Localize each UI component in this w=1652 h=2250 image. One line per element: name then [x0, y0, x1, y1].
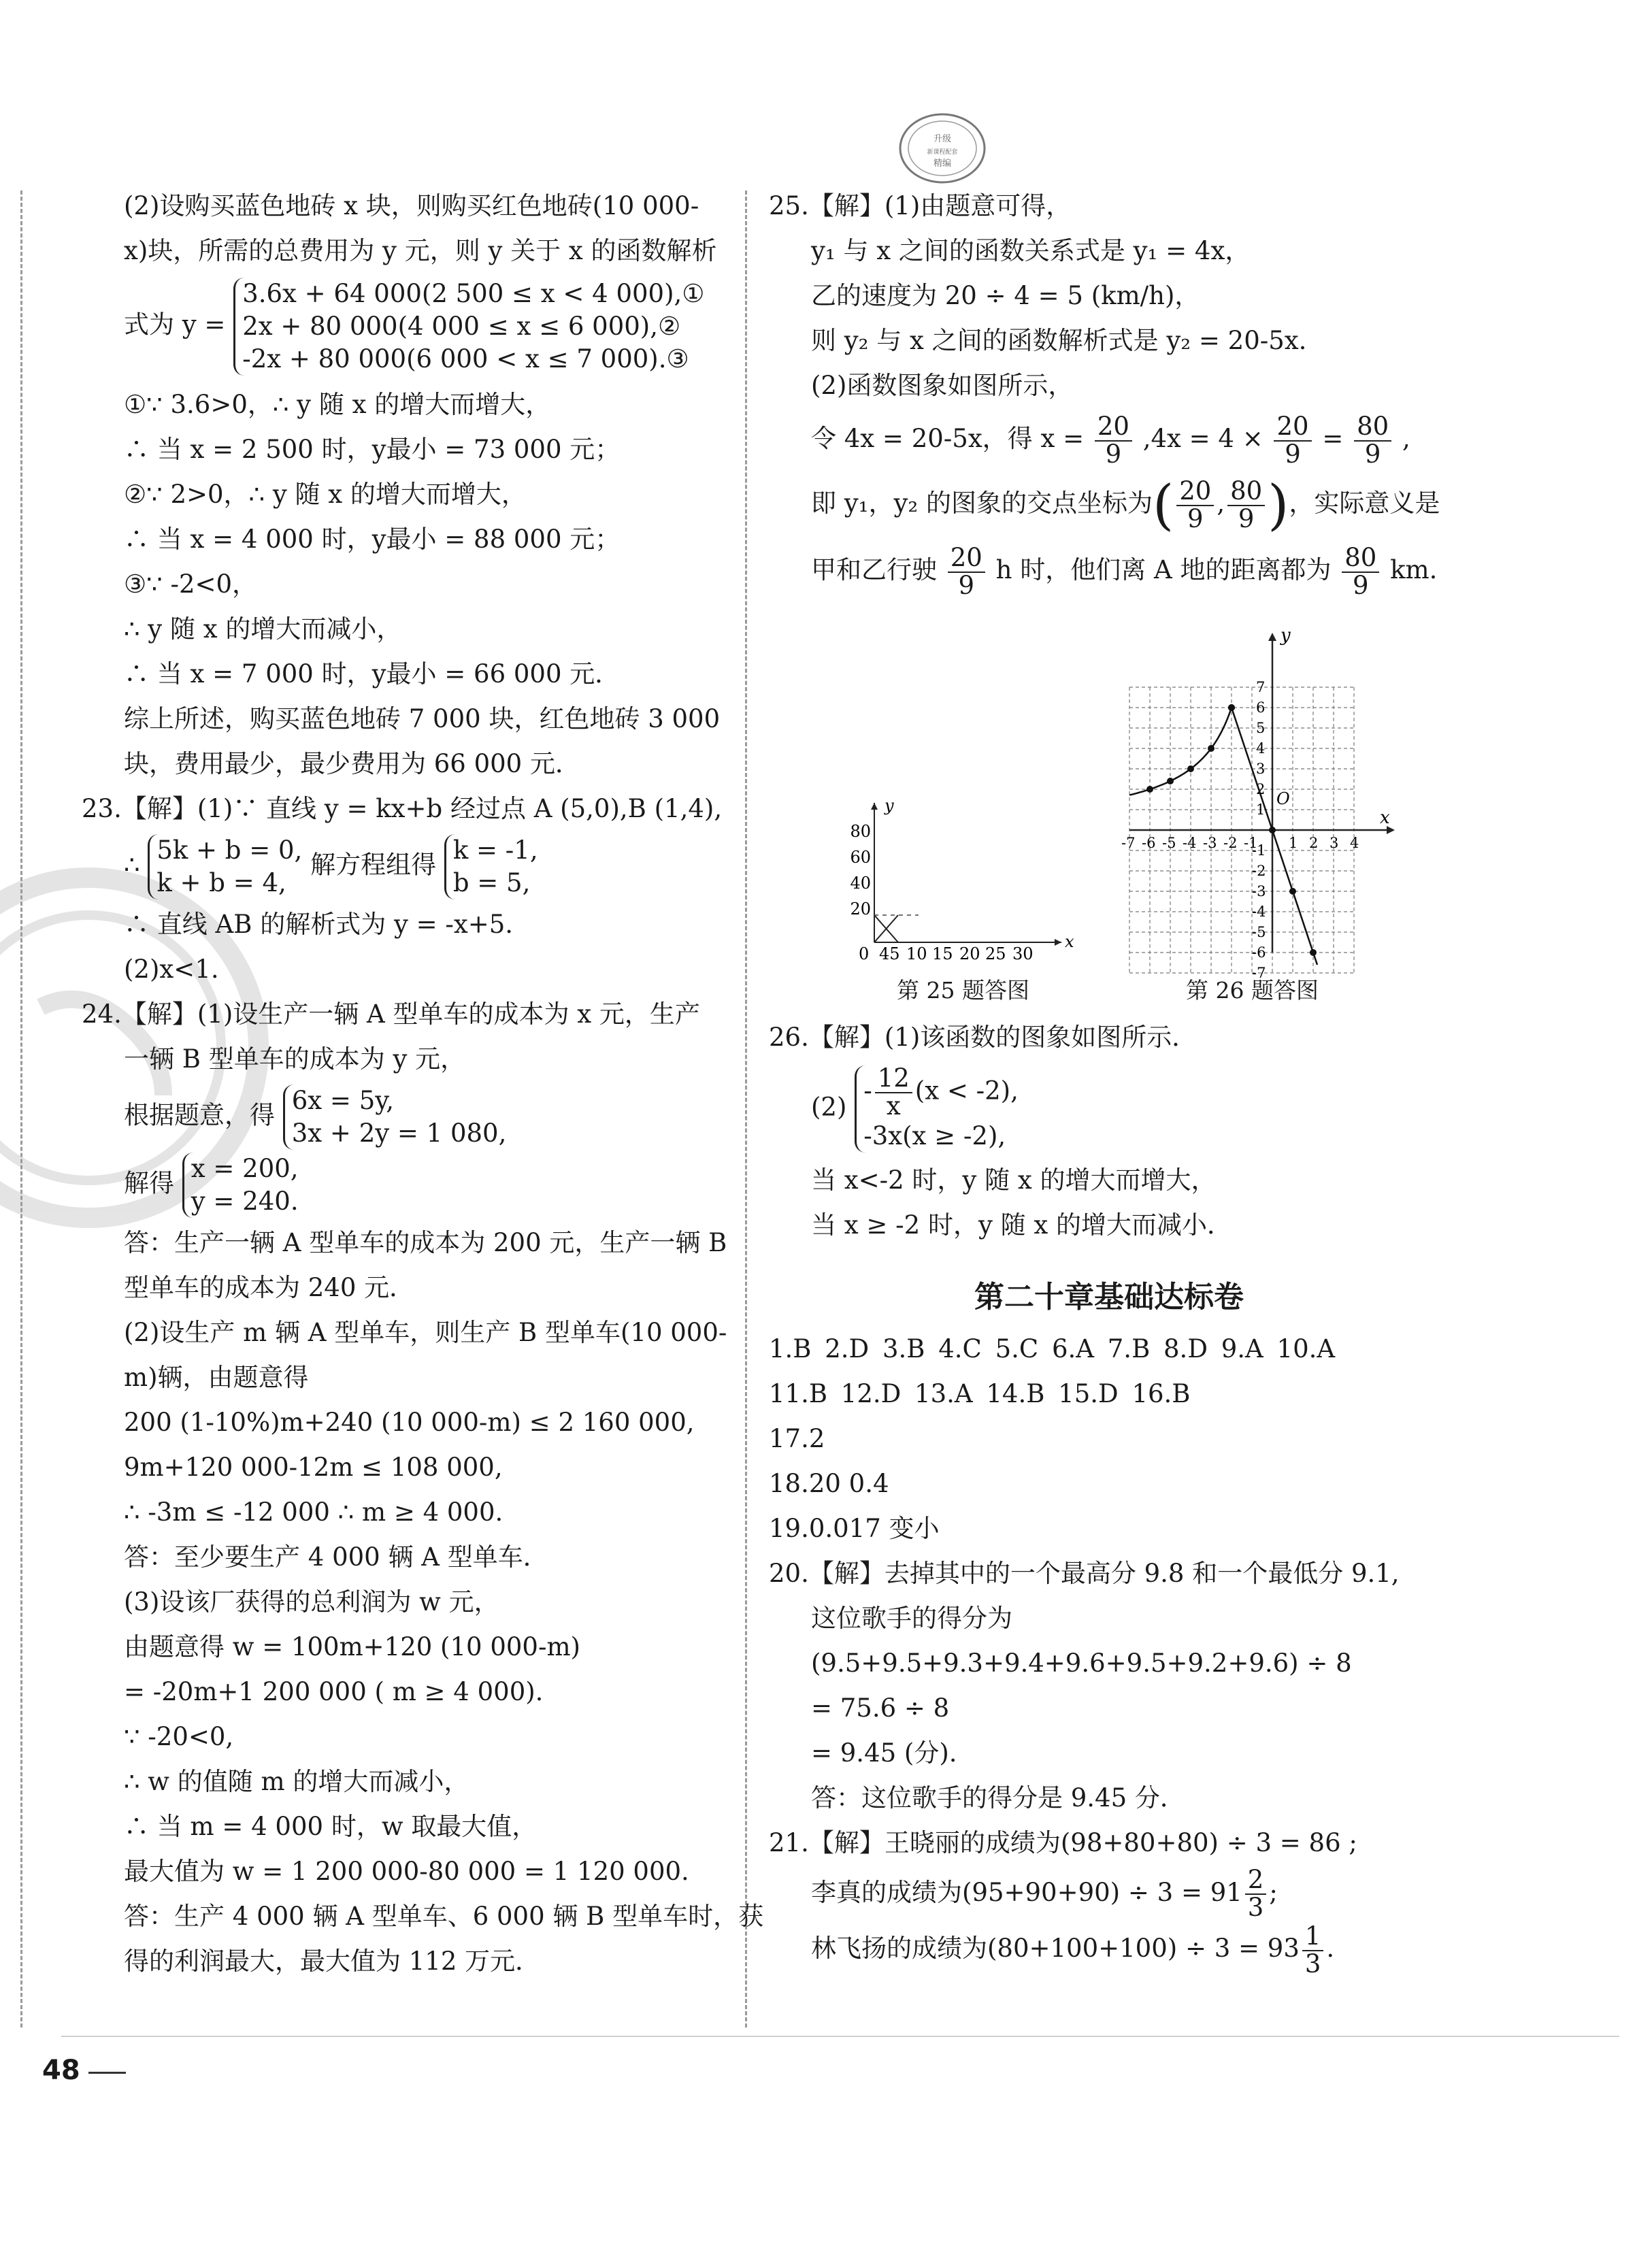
answer-row: 11.B 12.D 13.A 14.B 15.D 16.B: [769, 1378, 1191, 1408]
denominator: 9: [1187, 503, 1204, 533]
text-fragment: km.: [1390, 555, 1438, 584]
text-fragment: 解方程组得: [310, 850, 437, 880]
text-line: 得的利润最大，最大值为 112 万元．: [124, 1947, 541, 1976]
denominator: 9: [1364, 439, 1381, 469]
fraction: [1095, 411, 1132, 469]
left-margin-rule: [20, 191, 22, 2028]
publisher-seal: [891, 107, 993, 189]
case-line: 5k + b = 0,: [156, 836, 303, 865]
text-line: ①∵ 3.6>0，∴ y 随 x 的增大而增大，: [124, 390, 551, 419]
case-brace: [855, 1065, 1019, 1153]
text-line: y₁ 与 x 之间的函数关系式是 y₁ = 4x，: [811, 236, 1251, 265]
fraction-line: [769, 469, 1449, 537]
y-tick: 2: [1256, 781, 1266, 797]
case-line: 3x + 2y = 1 080,: [291, 1119, 507, 1148]
text-line: 答：生产一辆 A 型单车的成本为 200 元，生产一辆 B: [124, 1228, 727, 1257]
page-number-dash: [88, 2072, 126, 2074]
y-tick: -7: [1252, 965, 1266, 981]
text-line: ∴ 当 x = 4 000 时，y最小 = 88 000 元；: [124, 525, 621, 554]
case-line: k + b = 4,: [156, 868, 286, 897]
text-line: ∴ 当 x = 2 500 时，y最小 = 73 000 元；: [124, 435, 621, 464]
text-line: 则 y₂ 与 x 之间的函数解析式是 y₂ = 20-5x.: [811, 326, 1307, 355]
answer-row: 18.20 0.4: [769, 1468, 889, 1498]
denominator: 3: [1304, 1949, 1321, 1979]
numerator: 2: [1245, 1867, 1267, 1895]
text-line: 式为 y =: [124, 310, 226, 340]
answer-row: 1.B 2.D 3.B 4.C 5.C 6.A 7.B 8.D 9.A 10.A: [769, 1334, 1336, 1363]
text-fragment: .: [1326, 1934, 1335, 1964]
y-axis-label: y: [1281, 625, 1291, 646]
y-tick: -6: [1252, 944, 1266, 961]
x-axis-label: x: [1065, 932, 1074, 951]
x-tick: -4: [1183, 835, 1197, 851]
text-fragment: ,4x = 4 ×: [1142, 424, 1263, 453]
text-line: ∵ -20<0,: [124, 1722, 234, 1751]
series-curve-hyperbola: [1129, 708, 1232, 795]
y-tick: 7: [1256, 679, 1266, 695]
y-tick: -5: [1252, 924, 1266, 940]
data-point: [1146, 786, 1153, 793]
right-column-top: [769, 184, 1449, 603]
text-line: 乙的速度为 20 ÷ 4 = 5 (km/h)，: [811, 281, 1200, 310]
svg-text:升级: 升级: [933, 134, 952, 144]
text-line: = -20m+1 200 000 ( m ≥ 4 000).: [124, 1677, 544, 1706]
numerator: 1: [1302, 1923, 1324, 1951]
y-tick: 80: [850, 822, 871, 841]
text-line: (3)设该厂获得的总利润为 w 元，: [124, 1587, 499, 1617]
fraction: [1176, 478, 1214, 533]
data-point: [1269, 827, 1276, 833]
text-line: = 75.6 ÷ 8: [811, 1693, 950, 1723]
x-tick: 45: [879, 944, 900, 963]
y-tick: -4: [1252, 904, 1266, 920]
text-line: x)块，所需的总费用为 y 元，则 y 关于 x 的函数解析: [124, 236, 717, 265]
footer-rule: [61, 2036, 1619, 2037]
x-tick: -6: [1142, 835, 1156, 851]
text-fragment: =: [1322, 424, 1344, 453]
fraction-line: [769, 1921, 1449, 1977]
text-line: 答：生产 4 000 辆 A 型单车、6 000 辆 B 型单车时，获: [124, 1902, 764, 1931]
numerator: 12: [875, 1065, 912, 1093]
x-tick: -5: [1162, 835, 1176, 851]
question-21-heading: 21.【解】王晓丽的成绩为(98+80+80) ÷ 3 = 86 ;: [769, 1827, 1357, 1857]
x-tick: 3: [1329, 835, 1339, 851]
denominator: 3: [1247, 1893, 1264, 1923]
y-axis-arrow: [1268, 633, 1276, 641]
data-point: [1187, 765, 1194, 772]
text-line: m)辆，由题意得: [124, 1363, 309, 1392]
text-line: ∴ y 随 x 的增大而减小，: [124, 614, 402, 644]
text-fragment: 李真的成绩为(95+90+90) ÷ 3 = 91: [811, 1877, 1242, 1907]
case-brace: [148, 834, 302, 899]
case-line: k = -1,: [452, 836, 538, 865]
y-tick: 6: [1256, 699, 1266, 716]
x-tick: 20: [959, 944, 980, 963]
text-line: (9.5+9.5+9.3+9.4+9.6+9.5+9.2+9.6) ÷ 8: [811, 1648, 1352, 1678]
fraction: [875, 1065, 912, 1120]
denominator: 9: [1105, 439, 1122, 469]
figure-25-caption: 第 25 题答图: [897, 977, 1029, 1004]
minus-sign: -: [863, 1076, 872, 1106]
text-line: 最大值为 w = 1 200 000-80 000 = 1 120 000.: [124, 1857, 689, 1886]
text-fragment: (2): [811, 1092, 847, 1122]
paren: (: [1153, 473, 1174, 537]
text-line: (2)设购买蓝色地砖 x 块，则购买红色地砖(10 000-: [124, 191, 699, 220]
case-brace: [283, 1085, 507, 1150]
fraction: [948, 542, 985, 600]
y-axis-arrow: [871, 803, 878, 810]
question-24-heading: 24.【解】(1)设生产一辆 A 型单车的成本为 x 元，生产: [82, 999, 700, 1029]
text-line: (2)x<1.: [124, 955, 219, 984]
x-tick: 2: [1309, 835, 1319, 851]
therefore-symbol: ∴: [124, 850, 140, 880]
answer-row: 17.2: [769, 1423, 825, 1453]
section-title: 第二十章基础达标卷: [974, 1279, 1244, 1314]
case-line: 3.6x + 64 000(2 500 ≤ x < 4 000),①: [242, 279, 705, 308]
case-brace: [444, 834, 538, 899]
text-line: 这位歌手的得分为: [811, 1603, 1012, 1633]
case-line: 2x + 80 000(4 000 ≤ x ≤ 6 000),②: [242, 312, 681, 341]
numerator: 20: [1274, 414, 1311, 442]
y-tick: 1: [1256, 801, 1266, 818]
y-tick: 40: [850, 874, 871, 893]
x-tick: 30: [1012, 944, 1034, 963]
x-tick: 0: [859, 944, 870, 963]
piecewise-function: [82, 278, 708, 376]
x-tick: -7: [1121, 835, 1136, 851]
text-line: ③∵ -2<0，: [124, 569, 258, 599]
question-25-heading: 25.【解】(1)由题意可得，: [769, 191, 1072, 220]
case-line: b = 5,: [452, 868, 531, 897]
text-line: ∴ 当 x = 7 000 时，y最小 = 66 000 元．: [124, 659, 621, 689]
left-column: [82, 184, 764, 1984]
origin-label: O: [1276, 789, 1290, 808]
text-fragment: 即 y₁，y₂ 的图象的交点坐标为: [811, 489, 1153, 518]
page-number: 48: [42, 2055, 80, 2086]
text-line: ②∵ 2>0，∴ y 随 x 的增大而增大，: [124, 480, 527, 509]
x-tick: 4: [1350, 835, 1359, 851]
text-fragment: ,: [1217, 489, 1225, 518]
fraction: [1227, 478, 1265, 533]
text-line: 9m+120 000-12m ≤ 108 000,: [124, 1453, 503, 1482]
numerator: 80: [1227, 478, 1265, 506]
denominator: 9: [1285, 439, 1301, 469]
answer-row: 19.0.017 变小: [769, 1513, 940, 1543]
text-line: (2)函数图象如图所示，: [811, 371, 1074, 400]
y-tick: 20: [850, 899, 871, 919]
text-line: 答：这位歌手的得分是 9.45 分．: [811, 1783, 1185, 1813]
figure-26-caption: 第 26 题答图: [1186, 977, 1319, 1004]
denominator: 9: [958, 570, 975, 600]
text-line: ∴ 直线 AB 的解析式为 y = -x+5.: [124, 910, 514, 939]
question-26-heading: 26.【解】(1)该函数的图象如图所示．: [769, 1023, 1197, 1052]
paren: ): [1268, 473, 1289, 537]
equation-system-line: [82, 834, 708, 899]
text-line: ∴ -3m ≤ -12 000 ∴ m ≥ 4 000.: [124, 1498, 503, 1527]
column-divider: [745, 191, 747, 2028]
fraction-line: [769, 1866, 1449, 1921]
data-point: [1228, 704, 1235, 711]
data-point: [1310, 949, 1317, 956]
fraction: [1342, 542, 1379, 600]
y-tick: -3: [1252, 883, 1266, 899]
text-line: 一辆 B 型单车的成本为 y 元，: [124, 1044, 466, 1074]
text-fragment: ;: [1269, 1877, 1278, 1907]
y-tick: 5: [1256, 720, 1266, 736]
y-tick: 4: [1256, 740, 1266, 757]
case-brace: [182, 1153, 299, 1218]
text-fragment: (x < -2),: [914, 1076, 1019, 1106]
case-line: y = 240.: [191, 1187, 299, 1216]
figure-25: [844, 789, 1075, 963]
data-point: [1289, 888, 1296, 895]
x-tick: -2: [1223, 835, 1238, 851]
y-tick: -1: [1252, 842, 1266, 859]
text-fragment: ,: [1402, 424, 1410, 453]
y-tick: -2: [1252, 863, 1266, 879]
y-tick: 60: [850, 848, 871, 867]
question-20-heading: 20.【解】去掉其中的一个最高分 9.8 和一个最低分 9.1,: [769, 1558, 1400, 1588]
fraction: [1245, 1867, 1267, 1921]
text-fragment: 甲和乙行驶: [811, 555, 937, 584]
text-fragment: 解得: [124, 1168, 174, 1198]
fraction: [1354, 411, 1391, 469]
fraction-line: [769, 408, 1449, 469]
text-fragment: ，实际意义是: [1289, 489, 1440, 518]
text-line: ∴ 当 m = 4 000 时，w 取最大值，: [124, 1812, 538, 1841]
y-tick: 3: [1256, 761, 1266, 777]
numerator: 20: [1176, 478, 1214, 506]
right-column-bottom: [769, 1015, 1449, 1977]
denominator: 9: [1353, 570, 1369, 600]
x-tick: 1: [1289, 835, 1298, 851]
text-line: ∴ w 的值随 m 的增大而减小，: [124, 1767, 469, 1796]
case-line: -2x + 80 000(6 000 < x ≤ 7 000).③: [242, 344, 689, 374]
case-line: 6x = 5y,: [291, 1086, 394, 1115]
case-brace: [233, 278, 704, 376]
x-tick: 15: [932, 944, 953, 963]
x-tick: 10: [906, 944, 927, 963]
figure-26: [1102, 625, 1402, 981]
numerator: 80: [1342, 545, 1379, 573]
text-fragment: 根据题意，得: [124, 1100, 275, 1130]
text-fragment: 令 4x = 20-5x，得 x =: [811, 424, 1085, 453]
equation-system-line: [82, 1085, 708, 1150]
numerator: 20: [1095, 414, 1132, 442]
text-line: 型单车的成本为 240 元．: [124, 1273, 415, 1302]
text-line: (2)设生产 m 辆 A 型单车，则生产 B 型单车(10 000-: [124, 1318, 727, 1347]
fraction: [1274, 411, 1311, 469]
svg-text:新课程配套: 新课程配套: [927, 149, 958, 156]
text-line: = 9.45 (分).: [811, 1738, 957, 1768]
x-tick: -3: [1203, 835, 1217, 851]
text-line: 由题意得 w = 100m+120 (10 000-m): [124, 1632, 580, 1661]
question-23-heading: 23.【解】(1)∵ 直线 y = kx+b 经过点 A (5,0),B (1,4),: [82, 794, 723, 823]
x-axis-arrow: [1055, 939, 1061, 946]
x-ticks: [859, 944, 1034, 963]
text-fragment: h 时，他们离 A 地的距离都为: [995, 555, 1332, 584]
numerator: 80: [1354, 414, 1391, 442]
svg-text:精编: 精编: [933, 159, 952, 169]
fraction: [1302, 1923, 1324, 1978]
text-line: 当 x<-2 时，y 随 x 的增大而增大，: [811, 1165, 1217, 1195]
x-axis-label: x: [1380, 808, 1390, 828]
text-line: 综上所述，购买蓝色地砖 7 000 块，红色地砖 3 000: [124, 704, 721, 733]
case-line: [863, 1065, 1019, 1120]
denominator: 9: [1238, 503, 1255, 533]
text-line: 200 (1-10%)m+240 (10 000-m) ≤ 2 160 000,: [124, 1408, 695, 1437]
text-fragment: 林飞扬的成绩为(80+100+100) ÷ 3 = 93: [811, 1934, 1300, 1964]
denominator: x: [886, 1091, 901, 1121]
fraction-line: [769, 537, 1449, 603]
text-line: 当 x ≥ -2 时，y 随 x 的增大而减小．: [811, 1210, 1233, 1240]
y-ticks: [850, 822, 871, 919]
y-axis-label: y: [885, 796, 894, 815]
data-point: [1208, 745, 1215, 752]
equation-system-line: [82, 1153, 708, 1218]
case-line: -3x(x ≥ -2),: [863, 1121, 1006, 1151]
text-line: 块，费用最少，最少费用为 66 000 元．: [124, 749, 580, 778]
case-line: x = 200,: [191, 1154, 299, 1183]
numerator: 20: [948, 545, 985, 573]
piecewise-function: [769, 1065, 1449, 1153]
x-tick: -1: [1244, 835, 1258, 851]
x-tick: 25: [985, 944, 1006, 963]
text-line: 答：至少要生产 4 000 辆 A 型单车．: [124, 1542, 548, 1572]
data-point: [1167, 778, 1174, 784]
